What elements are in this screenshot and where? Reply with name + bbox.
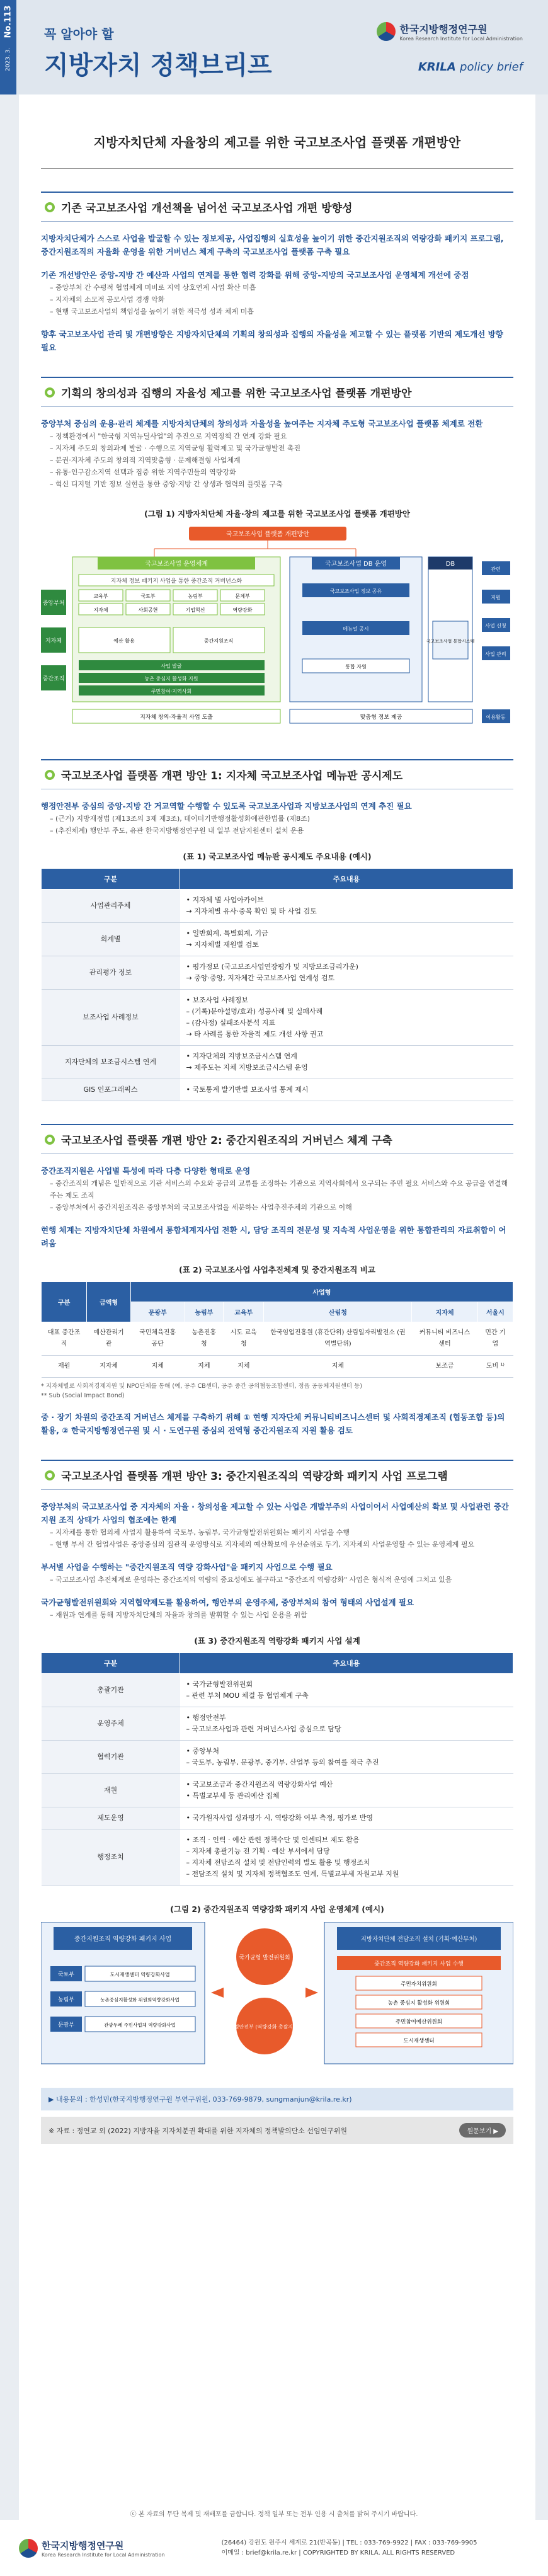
table-row: 사업관리주체 • 지자체 별 사업아카이브 → 지자체별 유사·중복 확인 및 타 사업 검토 — [42, 890, 513, 923]
address-line-2: 이메일 : brief@krila.re.kr | COPYRIGHTED BY KRILA. ALL RIGHTS RESERVED — [221, 2549, 455, 2556]
fig1-cell-12: 농촌 중심지 활성화 지원 — [144, 676, 198, 682]
table-row: 회계별 • 일반회계, 특별회계, 기금 → 지자체별 재원별 검토 — [42, 923, 513, 956]
fig1-db: DB — [445, 561, 455, 568]
org-name: 한국지방행정연구원 — [399, 23, 488, 35]
fig1-left-head: 국고보조사업 운영체계 — [145, 561, 208, 568]
section-2-title: 기획의 창의성과 집행의 자율성 제고를 위한 국고보조사업 플랫폼 개편방안 — [41, 377, 513, 407]
fig1-cell-16: 국고보조사업 통합시스템 — [426, 639, 475, 644]
table-row: 재원 지자체 지체 지체 지체 지체 보조금 도비 ¹⁾ — [42, 1356, 513, 1378]
table-2-title: (표 2) 국고보조사업 사업추진체계 및 중간지원조직 비교 — [179, 1265, 375, 1274]
table-row: 행정조치 • 조직 · 인력 · 예산 관련 정책수단 및 인센티브 제도 활용 – 지자체 총괄기능 전 기획 · 예산 부서에서 담당 – 지자체 전담조직 설치 및 전담인력의 별도 활용 및 행정조치 – 전담조직 설치 및 지자체 정책협조도 연계, 특별교부세 자원교부 지원 — [42, 1829, 513, 1886]
fig1-mid-head: 국고보조사업 DB 운영 — [324, 561, 387, 568]
fig1-right-3: 사업 신청 — [485, 623, 506, 629]
table-row: 관리평가 정보 • 평가정보 (국고보조사업연장평가 및 지방보조금리가운) → 중앙·중앙, 지자체간 국고보조사업 연계성 검토 — [42, 956, 513, 990]
fig1-top: 국고보조사업 플랫폼 개편방안 — [226, 531, 309, 538]
fig1-cell-14: 메뉴얼 공시 — [343, 626, 369, 632]
brand-name: KRILA — [418, 60, 456, 74]
s2-sub-2: – 분권·지자체 주도의 창의적 지역맞춤형 · 문제해결형 사업체계 — [50, 456, 241, 464]
org-sub: Korea Research Institute for Local Administration — [399, 36, 523, 42]
issue-date: 2023. 3. — [5, 47, 11, 71]
s4-para-2: 현행 체계는 지방자치단체 차원에서 통합체계지사업 전환 시, 담당 조직의 전문성 및 지속적 사업운영을 위한 통합관리의 자료취합이 어려움 — [41, 1225, 506, 1248]
bottom-org-name: 한국지방행정연구원 — [42, 2539, 124, 2551]
s2-sub-1: – 지자체 주도의 창의과제 발굴 · 수행으로 지역균형 활력제고 및 국가균형발전 촉진 — [50, 444, 301, 452]
s4-sub-0: – 중간조직의 개념은 일반적으로 기관 서비스의 수요와 공급의 교류를 조정하는 기관으로 지역사회에서 요구되는 주민 필요 서비스와 수요 공급을 연결해주는 제도 조직 — [50, 1179, 508, 1199]
fig1-cell-3: 문체부 — [235, 593, 250, 599]
figure-1-diagram — [41, 527, 513, 735]
fig2-mid-bottom: 행정안전부 (역량강화 총괄지원) — [229, 2024, 300, 2030]
table-3: 구분 주요내용 총괄기관 • 국가균형발전위원회 – 관련 부처 MOU 체결 등 협업체계 구축 운영주체 • 행정안전부 – 국고보조사업과 관련 거버넌스사업 중심으로 담당 협력기관 • 중앙부처 – 국토부, 농림부, 문광부, 중기부, 산업부 등의 참여를 적극 추진 재원 • 국고보조금과 중간지원조직 역량강화사업 예산 • 특별교부세 등 관리예산 집체 제도운영 • 국가원자사업 성과평가 시, 역량강화 여부 측정, 평가로 반영 행정조치 • 조직 · 인력 · 예산 관련 정책수단 및 인센티브 제도 활용 – 지자체 총괄기능 전 기획 · 예산 부서에서 담당 – 지자체 전담조직 설치 및 전담인력의 별도 활용 및 행정조치 – 전담조직 설치 및 지자체 정책협조도 연계, 특별교부세 자원교부 지원 — [41, 1652, 513, 1886]
fig1-cell-6: 기업혁신 — [185, 607, 205, 613]
table-2-note: * 지자체별로 사회적경제지원 및 NPO단체를 통해 (예, 공주 CB센터, 공주 중간 공의협동조합센터, 정읍 공동체지원센터 등) ** Sub (Social Impact Bond) — [41, 1383, 362, 1399]
fig1-side-2: 지자체 — [45, 638, 62, 644]
s1-sub-0: – 중앙부처 간 수평적 협업체계 미비로 지역 상호연계 사업 확산 미흡 — [50, 283, 256, 292]
s5-sub1-0: – 지자체를 통한 협의체 사업지 활용하여 국토부, 농림부, 국가균형발전위원회는 패키지 사업을 수행 — [50, 1528, 350, 1537]
fig1-cell-0: 교육부 — [93, 593, 108, 599]
figure-1 — [41, 508, 513, 736]
org-logo-icon — [19, 2539, 38, 2558]
org-logo — [377, 21, 523, 42]
main-title: 지방자치단체 자율창의 제고를 위한 국고보조사업 플랫폼 개편방안 — [41, 94, 513, 169]
fig1-right-2: 지원 — [491, 595, 501, 600]
fig2-left-head: 중간지원조직 역량강화 패키지 사업 — [74, 1936, 172, 1943]
fig2-right-sub: 중간조직 역량강화 패키지 사업 수행 — [374, 1961, 464, 1967]
bullet-ring-icon — [45, 387, 55, 398]
table-row: GIS 인포그래픽스 • 국토통계 발기반별 보조사업 통계 제시 — [42, 1079, 513, 1101]
section-1 — [41, 192, 513, 354]
fig1-bottom-mid: 맞춤형 정보 제공 — [360, 714, 402, 721]
address-block — [222, 2538, 477, 2558]
fig1-right-1: 관련 — [491, 566, 501, 572]
section-4-title: 국고보조사업 플랫폼 개편 방안 2: 중간지원조직의 거버넌스 체계 구축 — [41, 1124, 513, 1154]
s5-para-1: 중앙부처의 국고보조사업 중 지자체의 자율 · 창의성을 제고할 수 있는 사업은 개발부주의 사업이어서 사업예산의 확보 및 사업관련 중간지원 조직 상태가 사업의 협조에는 한계 — [41, 1502, 509, 1525]
figure-1-title: (그림 1) 지방자치단체 자율·창의 제고를 위한 국고보조사업 플랫폼 개편방안 — [144, 509, 410, 518]
fig2-right-1: 농촌 중심지 활성화 위원회 — [387, 2000, 450, 2006]
table-2: 구분 금액형 사업형 문광부 농림부 교육부 산림청 지자체 서울시 대표 중간조직 예산관리기관 국민체육진흥공단 농촌진흥청 시도 교육청 한국임업진흥원 (휴간단위) 산림일자리발전소 (권역별단위) 커뮤니티 비즈니스센터 민간 기업 재원 지자체 지체 지체 지체 지체 보조금 도비 ¹⁾ — [41, 1281, 513, 1378]
view-original-button[interactable]: 원문보기 ▶ — [459, 2123, 506, 2138]
section-5-title: 국고보조사업 플랫폼 개편 방안 3: 중간지원조직의 역량강화 패키지 사업 프로그램 — [41, 1460, 513, 1490]
figure-2-diagram — [41, 1922, 513, 2067]
section-5 — [41, 1460, 513, 2144]
figure-2-title: (그림 2) 중간지원조직 역량강화 패키지 사업 운영체계 (예시) — [170, 1904, 384, 1914]
s5-sub1-1: – 현행 부서 간 협업사업은 중앙중심의 집관적 운영방식로 지자체의 예산확보에 우선순위로 두기, 지자체의 사업운영할 수 있는 운영체계 필요 — [50, 1540, 475, 1548]
fig2-left-2-org: 문광부 — [57, 2022, 75, 2029]
table-row: 제도운영 • 국가원자사업 성과평가 시, 역량강화 여부 측정, 평가로 반영 — [42, 1807, 513, 1829]
issue-number: No.113 — [3, 5, 13, 38]
fig2-right-2: 주민참여예산위원회 — [396, 2019, 442, 2025]
s5-para-3: 국가균형발전위원회와 지역협약제도를 활용하여, 행안부의 운영주체, 중앙부처의 참여 형태의 사업설계 필요 — [41, 1598, 414, 1607]
table-row: 지자단체의 보조금시스템 연계 • 지자단체의 지방보조금시스템 연계 → 제주도는 지체 지방보조금시스템 운영 — [42, 1046, 513, 1079]
s1-para-3: 향후 국고보조사업 관리 및 개편방향은 지방자치단체의 기획의 창의성과 집행의 자율성을 제고할 수 있는 플랫폼 기반의 제도개선 방향 필요 — [41, 329, 503, 352]
fig2-right-3: 도시재생센터 — [403, 2038, 435, 2044]
s3-sub-0: – (근거) 지방재정법 (제13조의 3제 제3조), 데이터기반행정활성화에관한법률 (제8조) — [50, 815, 310, 823]
fig1-right-5: 이용활동 — [486, 714, 506, 720]
s2-sub-0: – 정책환경에서 "한국형 지역뉴딜사업"의 추진으로 지역정책 간 연계 강화 필요 — [50, 432, 287, 440]
figure-2 — [41, 1903, 513, 2069]
s5-sub2-0: – 국고보조사업 추진체계로 운영하는 중간조직의 역량의 중요성에도 불구하고 "중간조직 역량강화" 사업은 형식적 운영에 그치고 있음 — [50, 1576, 452, 1584]
fig1-side-1: 중앙부처 — [42, 600, 65, 607]
s2-sub-4: – 혁신 디지털 기반 정보 실현을 통한 중앙·지방 간 상생과 협력의 플랫폼 구축 — [50, 480, 283, 488]
section-2 — [41, 377, 513, 736]
s4-sub-1: – 중앙부처에서 중간지원조직은 중앙부처의 국고보조사업을 세분하는 사업추진주체의 기관으로 이해 — [50, 1203, 352, 1211]
table-row: 협력기관 • 중앙부처 – 국토부, 농림부, 문광부, 중기부, 산업부 등의 참여를 적극 추진 — [42, 1741, 513, 1774]
source-box — [41, 2117, 513, 2144]
address-line-1: (26464) 강원도 원주시 세계로 21(반곡동) | TEL : 033-769-9922 | FAX : 033-769-9905 — [221, 2539, 477, 2546]
s5-para-2: 부서별 사업을 수행하는 "중간지원조직 역량 강화사업"을 패키지 사업으로 수행 필요 — [41, 1562, 333, 1572]
table-row: 운영주체 • 행정안전부 – 국고보조사업과 관련 거버넌스사업 중심으로 담당 — [42, 1707, 513, 1741]
contact-box: ▶ 내용문의 : 한성민(한국지방행정연구원 부연구위원, 033-769-9879, sungmanjun@krila.re.kr) — [41, 2088, 513, 2110]
bullet-ring-icon — [45, 770, 55, 780]
table-row: 보조사업 사례정보 • 보조사업 사례정보 – (기록)분야설명/효과) 성공사례 및 실패사례 – (감사정) 실패조사분석 지표 → 타 사례를 통한 자율적 제도 개선 사항 권고 — [42, 990, 513, 1046]
fig2-left-0-prog: 도시재생센터 역량강화사업 — [110, 1972, 170, 1978]
s4-para-1: 중간조직지원은 사업별 특성에 따라 다층 다양한 형태로 운영 — [41, 1166, 251, 1176]
table-row: 대표 중간조직 예산관리기관 국민체육진흥공단 농촌진흥청 시도 교육청 한국임업진흥원 (휴간단위) 산림일자리발전소 (권역별단위) 커뮤니티 비즈니스센터 민간 기업 — [42, 1322, 513, 1356]
fig1-cell-15: 통합 자원 — [345, 664, 367, 670]
copyright-line: ⓒ 본 자료의 무단 복제 및 재배포를 금합니다. 정책 일부 또는 전부 인용 시 출처를 밝혀 주시기 바랍니다. — [130, 2511, 418, 2518]
s1-para-2: 기존 개선방안은 중앙-지방 간 예산과 사업의 연계를 통한 협력 강화를 위해 중앙-지방의 국고보조사업 운영체계 개선에 중점 — [41, 270, 469, 280]
fig2-left-1-org: 농림부 — [57, 1997, 75, 2003]
table-row: 재원 • 국고보조금과 중간지원조직 역량강화사업 예산 • 특별교부세 등 관리예산 집체 — [42, 1774, 513, 1807]
s2-sub-3: – 유통·인구감소지역 선택과 집중 위한 지역주민들의 역량강화 — [50, 468, 236, 476]
fig2-mid-top: 국가균형 발전위원회 — [239, 1955, 290, 1961]
section-3 — [41, 759, 513, 1101]
fig1-cell-13: 주민참여·지역사회 — [151, 689, 192, 694]
table-row: 총괄기관 • 국가균형발전위원회 – 관련 부처 MOU 체결 등 협업체계 구축 — [42, 1674, 513, 1707]
s3-sub-1: – (추진체계) 행안부 주도, 유관 한국지방행정연구원 내 일부 전담지원센터 설치 운용 — [50, 827, 304, 835]
fig1-cell-5: 사회공헌 — [138, 607, 158, 613]
content — [19, 94, 535, 2520]
bullet-ring-icon — [45, 1135, 55, 1145]
brand-mark — [418, 60, 523, 74]
org-logo-icon — [377, 22, 396, 41]
header-kicker: 꼭 알아야 할 — [44, 26, 114, 42]
fig1-cell-4: 지자체 — [93, 607, 108, 613]
fig1-left-sub: 지자체 정보 패키지 사업을 통한 중간조직 거버넌스화 — [110, 578, 243, 585]
bottom-bar — [0, 2520, 548, 2576]
s2-para-1: 중앙부처 중심의 운용·관리 체계를 지방자치단체의 창의성과 자율성을 높여주는 지자체 주도형 국고보조사업 플랫폼 체계로 전환 — [41, 419, 483, 428]
fig1-cell-7: 역량강화 — [232, 607, 253, 613]
fig1-side-3: 중간조직 — [42, 676, 65, 682]
header — [0, 0, 548, 94]
fig2-right-0: 주민자치위원회 — [401, 1981, 437, 1988]
section-1-title: 기존 국고보조사업 개선책을 넘어선 국고보조사업 개편 방향성 — [41, 192, 513, 222]
bullet-ring-icon — [45, 1470, 55, 1480]
fig1-cell-9: 중간지원조직 — [203, 638, 234, 644]
issue-vertical-bar — [0, 0, 16, 94]
fig2-left-1-prog: 농촌중심지활성화 위원회역량강화사업 — [100, 1997, 180, 2003]
section-4 — [41, 1124, 513, 1437]
brand-suffix: policy brief — [460, 60, 523, 74]
fig1-cell-2: 농림부 — [188, 593, 203, 599]
fig2-left-0-org: 국토부 — [57, 1972, 75, 1978]
fig2-left-2-prog: 관광두레 주민사업체 역량강화사업 — [104, 2022, 176, 2028]
s5-sub3-0: – 재원과 연계를 통해 지방자치단체의 자율과 창의를 발휘할 수 있는 사업 운용을 위함 — [50, 1611, 307, 1619]
fig1-cell-10: 사업 발굴 — [161, 663, 182, 669]
table-3-title: (표 3) 중간지원조직 역량강화 패키지 사업 설계 — [194, 1636, 360, 1646]
table-1-head-1: 주요내용 — [180, 869, 513, 890]
table-1 — [41, 868, 513, 1101]
s4-para-3: 중 · 장기 차원의 중간조직 거버넌스 체계를 구축하기 위해 ① 현행 지자단체 커뮤니티비즈니스센터 및 사회적경제조직 (협동조합 등)의 활용, ② 한국지방행정연구원 및 시 · 도연구원 중심의 전역형 중간지원조직 지원 활용 검토 — [41, 1412, 505, 1435]
s3-para-1: 행정안전부 중심의 중앙-지방 간 거교역할 수행할 수 있도록 국고보조사업과 지방보조사업의 연계 추진 필요 — [41, 801, 412, 811]
fig1-cell-8: 예산 활용 — [113, 638, 135, 644]
bottom-org-sub: Korea Research Institute for Local Administration — [42, 2551, 165, 2558]
s1-sub-1: – 지자체의 소모적 공모사업 경쟁 악화 — [50, 295, 165, 304]
fig1-cell-11: 국고보조사업 정보 공유 — [329, 588, 382, 594]
table-1-title: (표 1) 국고보조사업 메뉴판 공시제도 주요내용 (예시) — [183, 852, 372, 861]
table-1-head-0: 구분 — [42, 869, 180, 890]
fig1-cell-1: 국토부 — [140, 593, 156, 599]
source-text: ※ 자료 : 정연교 외 (2022) 지방자율 지자치분권 확대를 위한 지자체의 정책발의단소 선임연구위원 — [49, 2126, 347, 2135]
s1-sub-2: – 현행 국고보조사업의 책임성을 높이기 위한 적극성 성과 체계 미흡 — [50, 307, 254, 316]
header-title: 지방자치 정책브리프 — [44, 51, 272, 80]
bullet-ring-icon — [45, 202, 55, 212]
fig1-right-4: 사업 관리 — [485, 651, 506, 657]
section-3-title: 국고보조사업 플랫폼 개편 방안 1: 지자체 국고보조사업 메뉴판 공시제도 — [41, 759, 513, 789]
fig2-right-head: 지방자치단체 전담조직 설치 (기획·예산부처) — [360, 1936, 477, 1943]
s1-para-1: 지방자치단체가 스스로 사업을 발굴할 수 있는 정보제공, 사업집행의 실효성을 높이기 위한 중간지원조직의 역량강화 패키지 프로그램, 중간지원조직의 자율화 운영을 위한 거버넌스 체계 구축의 국고보조사업 플랫폼 구축 필요 — [41, 234, 504, 256]
fig1-bottom-left: 지자체 창의·자율적 사업 도출 — [140, 714, 213, 721]
